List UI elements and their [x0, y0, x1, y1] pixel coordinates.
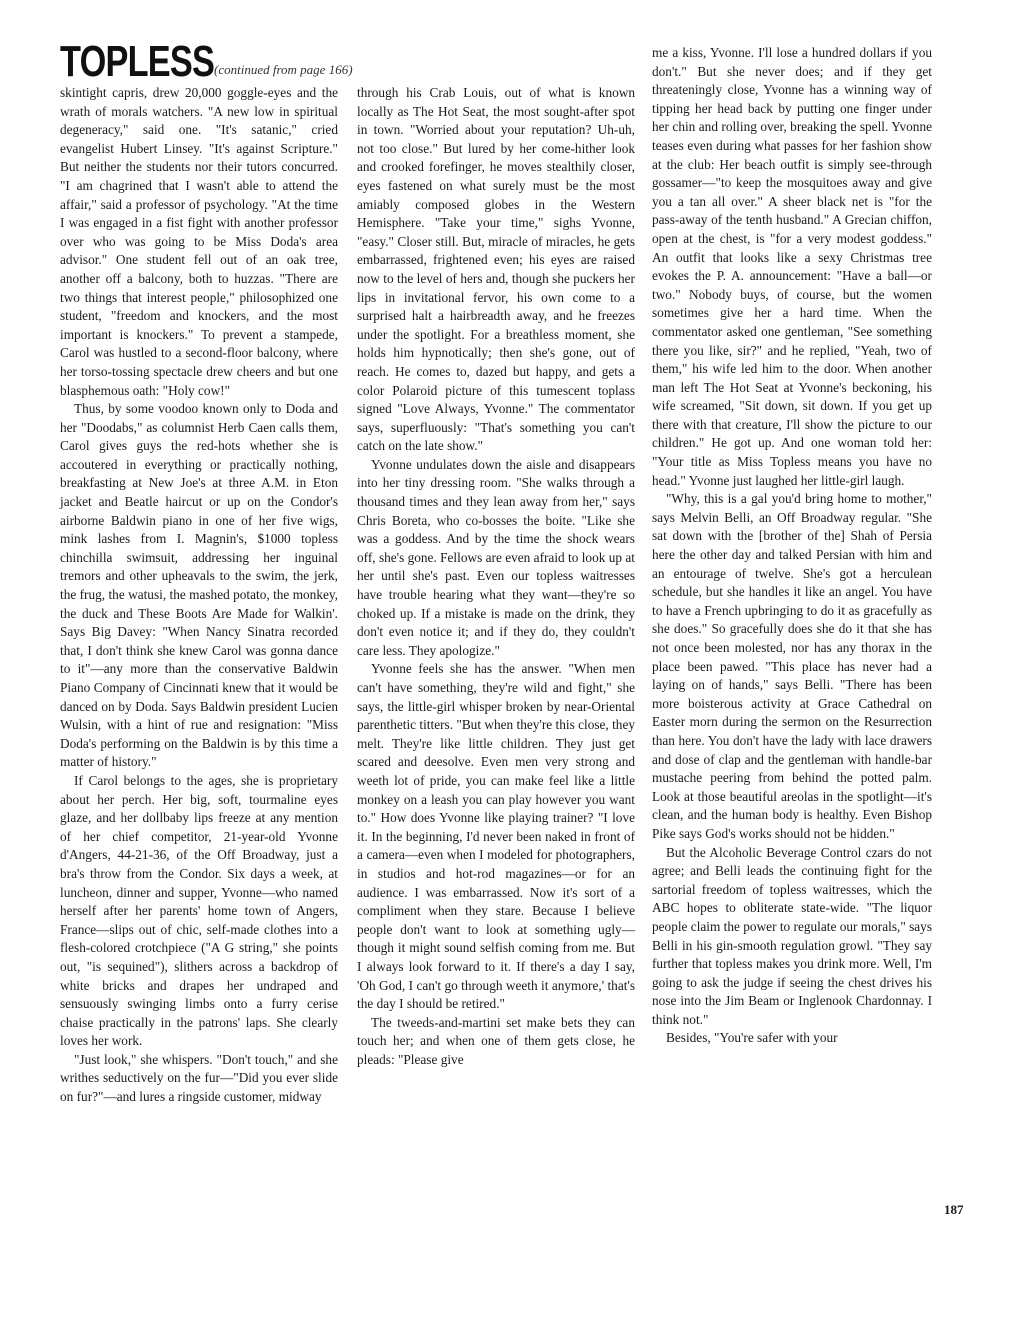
- paragraph: me a kiss, Yvonne. I'll lose a hundred dollars if you don't." But she never does; and if they get threateningly close, Yvonne has a winning way of tipping her head back by putting one finger under her chin and rolling over, breaking the spell. Yvonne teases even during what passes for her fashion show at the club: Her beach outfit is simply see-through gossamer—"to keep the mosquitoes away and give you a tan all over." A sheer black net is "for the pass-away of the tenth husband." A Grecian chiffon, open at the chest, is "for a very modest goddess." An outfit that looks like a sexy Christmas tree evokes the P. A. announcement: "Have a ball—or two." Nobody buys, of course, but the women sometimes give her a hard time. When the commentator asked one gentleman, "See something there you like, sir?" and he replied, "Yeah, two of them," his wife led him to the door. When another man left The Hot Seat at Yvonne's beckoning, his wife screamed, "Sit down, sit down. If you get up there with that creature, I'll show the picture to our children." He got up. And one woman told her: "Your title as Miss Topless means you have no head." Yvonne just laughed her little-girl laugh.: [652, 45, 932, 488]
- continued-note: (continued from page 166): [214, 62, 353, 77]
- page-number: 187: [944, 1202, 964, 1217]
- paragraph: If Carol belongs to the ages, she is proprietary about her perch. Her big, soft, tourmaline eyes glaze, and her dollbaby lips freeze at any mention of her chief competitor, 21-year-old Yvonne d'Angers, 44-21-36, of the Off Broadway, just a bra's throw from the Condor. Six days a week, at luncheon, dinner and supper, Yvonne—who named herself after her parents' home town of Angers, France—slips out of chic, self-made clothes into a flesh-colored crotchpiece ("A G string," she points out, "is sequined"), slithers across a backdrop of white bricks and drapes her undraped and sensuously swinging limbs onto a furry cerise chaise practically in the patrons' laps. She clearly loves her work.: [60, 772, 338, 1049]
- article-title: TOPLESS: [60, 37, 215, 86]
- column-3: [652, 44, 932, 1048]
- paragraph: Yvonne undulates down the aisle and disappears into her tiny dressing room. "She walks through a thousand times and they lean away from her," says Chris Boreta, who co-bosses the boite. "Like she was a goddess. And by the time the shock wears off, she's gone. Fellows are even afraid to look up at her until she's past. Even our topless waitresses have trouble hearing what they want—they're so choked up. If a mistake is made on the drink, they don't even notice it; and if they do, they couldn't care less. They apologize.": [357, 456, 635, 658]
- paragraph: "Just look," she whispers. "Don't touch," and she writhes seductively on the fur—"Did you ever slide on fur?"—and lures a ringside customer, midway: [60, 1051, 338, 1105]
- paragraph: Thus, by some voodoo known only to Doda and her "Doodabs," as columnist Herb Caen calls them, Carol gives guys the red-hots whether she is accoutered in everything or practically nothing, breakfasting at New Joe's at three A.M. in Eton jacket and Beatle haircut or up on the Condor's airborne Baldwin piano in one of her five wigs, mink lashes from I. Magnin's, $1000 topless chinchilla swimsuit, addressing her inguinal tremors and other upheavals to the swim, the jerk, the frug, the watusi, the mashed potato, the monkey, the duck and These Boots Are Made for Walkin'. Says Big Davey: "When Nancy Sinatra recorded that, I don't think she knew Carol was gonna dance to it"—any more than the conservative Baldwin Piano Company of Cincinnati knew that it would be danced on by Doda. Says Baldwin president Lucien Wulsin, with a hint of rue and resignation: "Miss Doda's performing on the Baldwin is by this time a matter of history.": [60, 401, 338, 770]
- paragraph: Besides, "You're safer with your: [666, 1030, 838, 1046]
- paragraph: The tweeds-and-martini set make bets they can touch her; and when one of them gets close, he pleads: "Please give: [357, 1014, 635, 1067]
- paragraph: Yvonne feels she has the answer. "When men can't have something, they're wild and fight," she says, the little-girl whisper broken by near-Oriental parenthetic titters. "But when they're this close, they melt. They're like little children. They just get scared and deesolve. Even men very strong and weeth lot of pride, you can make feel like a little monkey on a leash you can play however you want to." How does Yvonne like playing trainer? "I love it. In the beginning, I'd never been naked in front of a camera—even when I modeled for photographers, in studios and hot-rod magazines—or for an audience. I was embarrassed. Now it's sort of a compliment when they stare. Because I believe people don't want to look at something ugly—though it might sound selfish coming from me. But I always look forward to it. If there's a day I say, 'Oh God, I can't go through weeth it anymore,' that's the day I should be retired.": [357, 661, 635, 1012]
- paragraph: skintight capris, drew 20,000 goggle-eyes and the wrath of morals watchers. "A new low in spiritual degeneracy," said one. "It's satanic," cried evangelist Hubert Linsey. "It's against Scripture." But neither the students nor their tutors concurred. "I am chagrined that I wasn't able to attend the affair," said a professor of psychology. "At the time I was engaged in a fist fight with another professor over who was going to be Miss Doda's area advisor." One student fell out of an oak tree, another off a balcony, both to huzzas. "There are two things that interest people," philosophized one student, "freedom and knockers, and the most important is knockers." To prevent a stampede, Carol was hustled to a second-floor balcony, where her torso-tossing spectacle drew cheers and but one blasphemous oath: "Holy cow!": [60, 85, 338, 398]
- headline: [60, 37, 353, 86]
- column-2: [357, 84, 635, 1069]
- paragraph: "Why, this is a gal you'd bring home to mother," says Melvin Belli, an Off Broadway regular. "She sat down with the [brother of the] Shah of Persia here the other day and talked Persian with him and an entourage of twelve. She's got a herculean schedule, but she handles it like an angel. You have to have a French upbringing to do it as gracefully as she does." So gracefully does she do it that she has not once been molested, nor has any thorax in the place been pawed. "This place has never had a laying on of hands," says Belli. "There has been more boisterous activity at Grace Cathedral on Easter morn during the sermon on the Resurrection than here. You don't have the lady with lace drawers and dose of clap and the gentleman with handle-bar mustache peering from behind the potted palm. Look at those beautiful areolas in the spotlight—it's clean, and the human body is healthy. Even Bishop Pike says God's works should not be hidden.": [652, 491, 932, 841]
- paragraph: But the Alcoholic Beverage Control czars do not agree; and Belli leads the continuing fight for the sartorial freedom of topless waitresses, which the ABC hopes to obliterate state-wide. "The liquor people claim the power to regulate our morals," says Belli in his gin-smooth regulation growl. "They say further that topless makes you drink more. Well, I'm going to ask the judge if seeing the chest drives his nose into the Jim Beam or Inglenook Chardonnay. I think not.": [652, 844, 932, 1027]
- paragraph: through his Crab Louis, out of what is known locally as The Hot Seat, the most sought-after spot in town. "Worried about your reputation? Uh-uh, not too close." But lured by her come-hither look and crooked forefinger, he moves stealthily closer, eyes fastened on what surely must be the most amiably composed globes in the Western Hemisphere. "Take your time," sighs Yvonne, "easy." Closer still. But, miracle of miracles, he gets embarrassed, frightened even; his eyes are raised now to the level of hers and, though she puckers her lips in invitational fervor, his own come to a surprised halt a hairbreadth away, and he freezes under the spotlight. For a breathless moment, she holds him hypnotically; then she's gone, out of reach. He comes to, dazed but happy, and gets a color Polaroid picture of this tumescent toplass signed "Love Always, Yvonne." The commentator says, superfluously: "That's something you can't catch on the late show.": [357, 85, 635, 454]
- column-1: [60, 84, 338, 1107]
